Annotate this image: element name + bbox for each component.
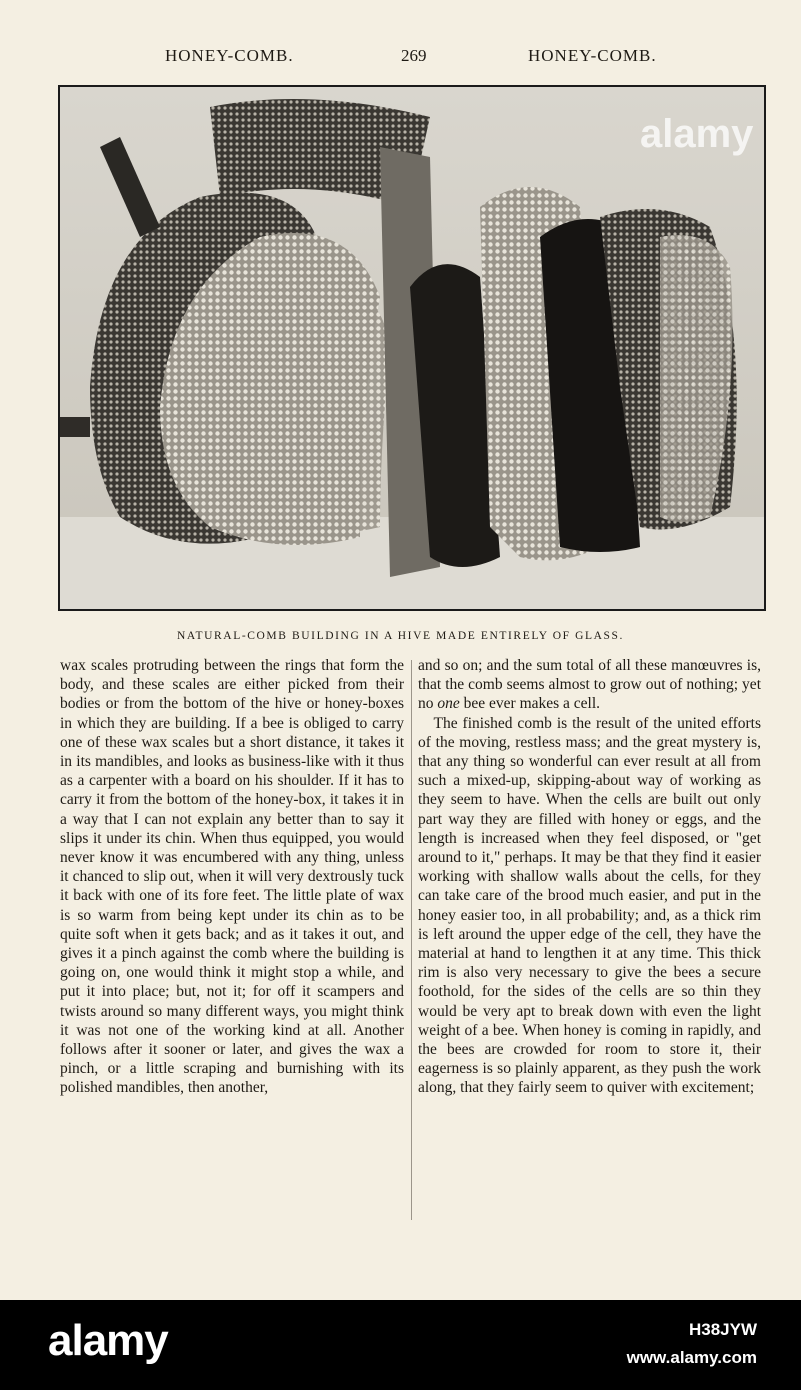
header-right-title: HONEY-COMB. — [528, 46, 657, 65]
honeycomb-photograph — [58, 85, 766, 611]
right-column-paragraph-2: The finished comb is the result of the united efforts of the moving, restless mass; and the great mystery is, that any thing so wonderful can ever result at all from such a mixed-up, skipping-about way of working as they seem to have. When the cells are built out only part way they are filled with honey or eggs, and the length is increased when they feel disposed, or "get around to it," perhaps. It may be that they find it easier working with shallow walls about the cells, for they can take care of the brood much easier, and put in the honey easier too, in all probability; and, as a thick rim is left around the upper edge of the cell, they have the material at hand to lengthen it at any time. This thick rim is also very necessary to give the bees a secure foothold, for the sides of the cells are so thin they would be very apt to break down with even the light weight of a bee. When honey is coming in rapidly, and the bees are crowded for room to store it, their eagerness is so plainly apparent, as they push the work along, that they fairly seem to quiver with excitement; — [418, 714, 761, 1097]
site-url: www.alamy.com — [626, 1348, 757, 1367]
right-text-column — [418, 656, 761, 1098]
stock-footer-bar — [0, 1300, 801, 1390]
column-divider — [411, 660, 412, 1220]
image-id: H38JYW — [688, 1320, 757, 1339]
running-header — [0, 46, 801, 70]
right-p1-text-b: bee ever makes a cell. — [459, 695, 601, 713]
plate-caption: NATURAL-COMB BUILDING IN A HIVE MADE ENTIRELY OF GLASS. — [176, 630, 625, 642]
right-p1-text-a: and so on; and the sum total of all these manœuvres is, that the comb seems almost to grow out of nothing; yet no — [418, 657, 761, 713]
honeycomb-illustration — [60, 87, 764, 609]
alamy-watermark: alamy — [640, 112, 754, 156]
left-text-column — [60, 656, 404, 1098]
header-left-title: HONEY-COMB. — [165, 46, 294, 65]
right-p1-emphasis: one — [437, 695, 460, 713]
left-column-paragraph: wax scales protruding between the rings that form the body, and these scales are either picked from their bodies or from the bottom of the hive or honey-boxes in which they are building. If a bee is obliged to carry one of these wax scales but a short distance, it takes it in its mandibles, and looks as business-like with it thus as a carpenter with a board on his shoulder. If it has to carry it from the bottom of the honey-box, it takes it in a way that I can not explain any better than to say it slips it under its chin. When thus equipped, you would never know it was encumbered with any thing, unless it chanced to slip out, when it will very dextrously tuck it back with one of its fore feet. The little plate of wax is so warm from being kept under its chin as to be quite soft when it gets back; and as it takes it out, and gives it a pinch against the comb where the building is going on, one would think it might stop a while, and put it into place; but, not it; for off it scampers and twists around so many different ways, you might think it was not one of the working kind at all. Another follows after it sooner or later, and gives the wax a pinch, or a little scraping and burnishing with its polished mandibles, then another, — [60, 657, 404, 1097]
right-column-paragraph-1 — [418, 656, 761, 714]
alamy-logo: alamy — [48, 1316, 168, 1365]
page-number: 269 — [401, 46, 427, 65]
